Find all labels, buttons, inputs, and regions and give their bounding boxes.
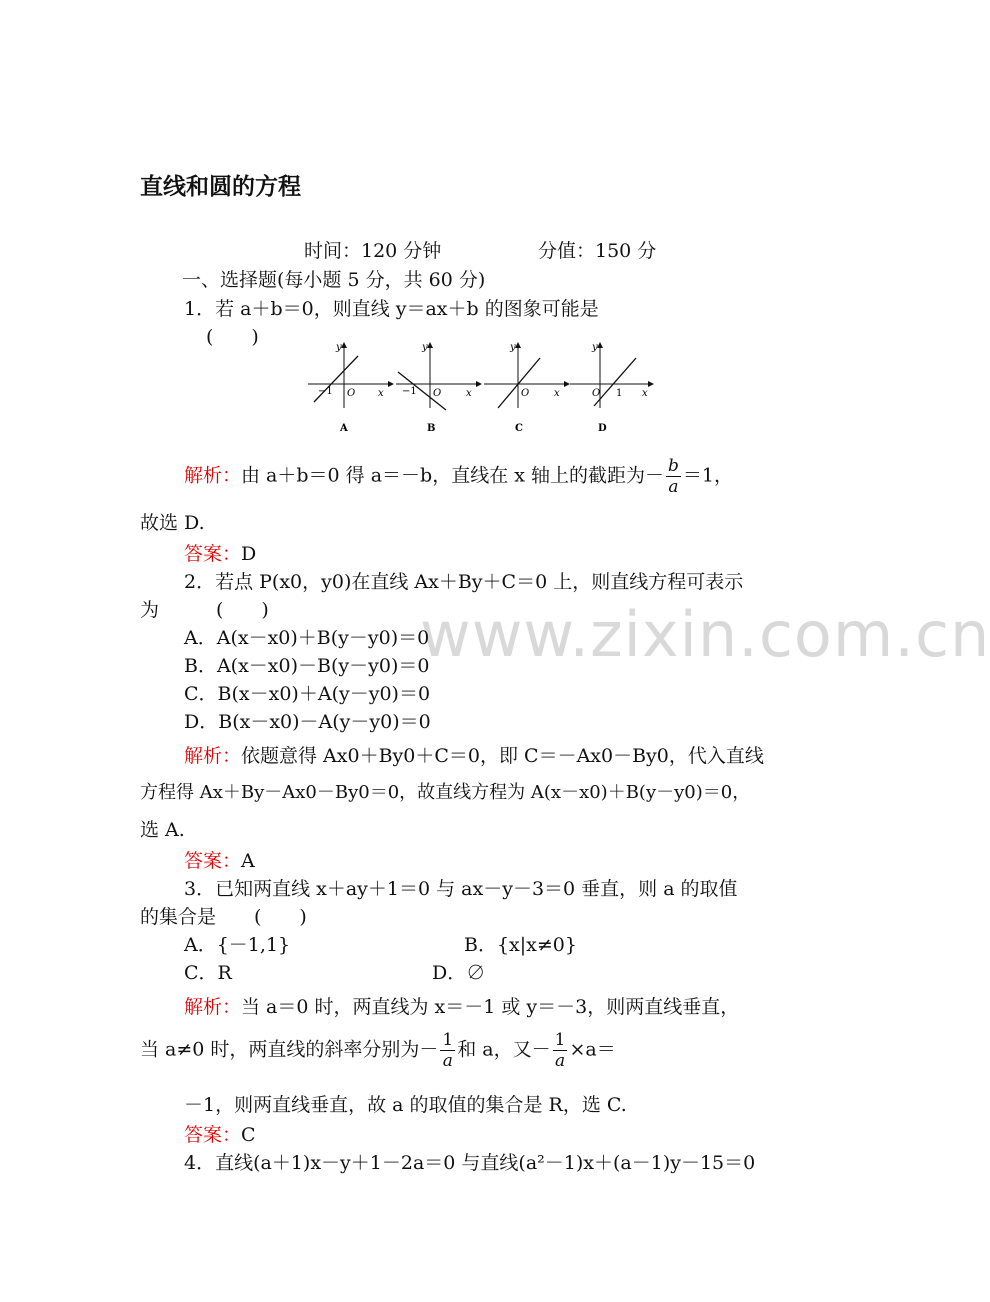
q2-option-a: A．A(x－x0)＋B(y－y0)＝0 [184, 627, 430, 649]
graph-d-tick: 1 [616, 388, 623, 399]
q3-option-d: D．∅ [432, 962, 486, 984]
page-title: 直线和圆的方程 [140, 174, 301, 200]
q1-stem: 1．若 a＋b＝0，则直线 y＝ax＋b 的图象可能是 [184, 298, 599, 320]
graph-a [308, 342, 394, 434]
graph-b-tick: −1 [402, 386, 417, 397]
q1-analysis-line2: 故选 D. [140, 512, 205, 534]
graph-b [396, 342, 482, 434]
q2-analysis: 解析：依题意得 Ax0＋By0＋C＝0，即 C＝－Ax0－By0，代入直线 [184, 745, 764, 767]
q1-paren: ( ) [206, 326, 259, 348]
q2-option-c: C．B(x－x0)＋A(y－y0)＝0 [184, 683, 431, 705]
q4-stem: 4．直线(a＋1)x－y＋1－2a＝0 与直线(a²－1)x＋(a－1)y－15＝0 [184, 1152, 756, 1174]
graph-b-x: x [466, 388, 472, 399]
graph-d [570, 342, 654, 434]
graph-a-y: y [336, 342, 342, 353]
q3-answer: 答案：C [184, 1124, 256, 1146]
q3-stem: 3．已知两直线 x＋ay＋1＝0 与 ax－y－3＝0 垂直，则 a 的取值 [184, 878, 738, 900]
graph-c [484, 342, 570, 434]
graph-a-tick: −1 [318, 386, 333, 397]
q3-option-c: C．R [184, 962, 232, 984]
graph-c-label: C [515, 423, 523, 434]
graph-d-label: D [598, 423, 607, 434]
graph-a-o: O [347, 388, 356, 399]
q3-option-b: B．{x|x≠0} [464, 934, 577, 956]
answer-label: 答案： [184, 543, 242, 565]
q1-analysis: 解析：由 a＋b＝0 得 a＝－b，直线在 x 轴上的截距为－ $\frac{b}{a}$ ＝1， [184, 456, 733, 497]
q2-option-d: D．B(x－x0)－A(y－y0)＝0 [184, 711, 431, 733]
q2-analysis-line2: 方程得 Ax＋By－Ax0－By0＝0，故直线方程为 A(x－x0)＋B(y－y0)＝0， [140, 782, 751, 803]
exam-score: 分值：150 分 [538, 240, 657, 262]
q2-stem-line2: 为 ( ) [140, 599, 269, 621]
analysis-label: 解析： [184, 464, 242, 487]
q3-stem-line2: 的集合是 ( ) [140, 906, 307, 928]
graph-b-y: y [422, 342, 428, 353]
q1-answer: 答案：D [184, 543, 257, 565]
q2-analysis-line3: 选 A. [140, 819, 185, 841]
graph-d-y: y [592, 342, 598, 353]
graph-d-x: x [642, 388, 648, 399]
section-heading: 一、选择题(每小题 5 分，共 60 分) [182, 269, 486, 291]
q3-option-a: A．{－1,1} [184, 934, 291, 956]
graph-a-x: x [378, 388, 384, 399]
watermark: www.zixin.com.cn [420, 598, 990, 671]
q3-analysis-line2: 当 a≠0 时，两直线的斜率分别为－ $\frac{1}{a}$ 和 a，又－ $\frac{1}{a}$ ×a＝ [140, 1030, 616, 1071]
q2-answer: 答案：A [184, 850, 255, 872]
q1-option-graphs [300, 336, 660, 436]
q3-analysis-line3: －1，则两直线垂直，故 a 的取值的集合是 R，选 C. [184, 1094, 627, 1116]
q2-option-b: B．A(x－x0)－B(y－y0)＝0 [184, 655, 430, 677]
graph-b-o: O [433, 388, 442, 399]
graph-b-label: B [427, 423, 436, 434]
graph-c-x: x [554, 388, 560, 399]
graph-a-label: A [340, 423, 348, 434]
graph-c-y: y [510, 342, 516, 353]
fraction: $\frac{b}{a}$ [668, 456, 679, 497]
q2-stem: 2．若点 P(x0，y0)在直线 Ax＋By＋C＝0 上，则直线方程可表示 [184, 571, 744, 593]
q3-analysis: 解析：当 a＝0 时，两直线为 x＝－1 或 y＝－3，则两直线垂直， [184, 996, 740, 1018]
graph-d-o: O [592, 388, 601, 399]
exam-time: 时间：120 分钟 [304, 240, 442, 262]
graph-c-o: O [521, 388, 530, 399]
